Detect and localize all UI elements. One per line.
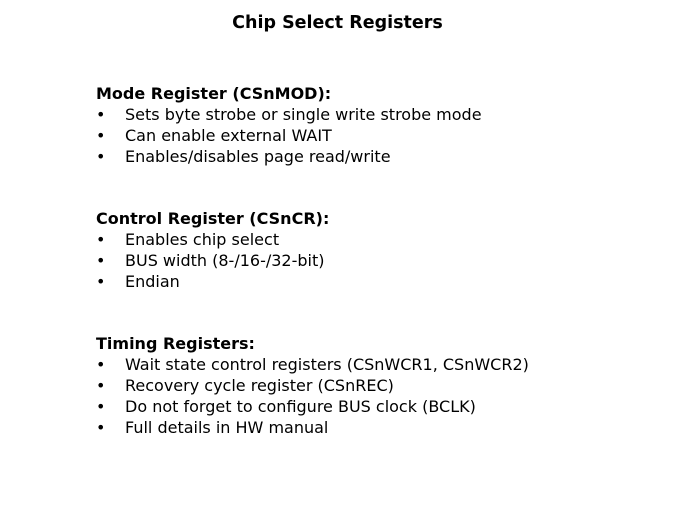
bullet-icon: • bbox=[96, 147, 106, 166]
bullet-item bbox=[96, 271, 656, 292]
bullet-text: Enables chip select bbox=[125, 230, 280, 249]
bullet-text: Do not forget to configure BUS clock (BCLK) bbox=[125, 397, 476, 416]
section-mode-register bbox=[96, 83, 656, 167]
bullet-item bbox=[96, 250, 656, 271]
bullet-text: Wait state control registers (CSnWCR1, CSnWCR2) bbox=[125, 355, 529, 374]
bullet-item bbox=[96, 229, 656, 250]
bullet-icon: • bbox=[96, 230, 106, 249]
bullet-item bbox=[96, 125, 656, 146]
bullet-text: Enables/disables page read/write bbox=[125, 147, 391, 166]
bullet-text: Endian bbox=[125, 272, 180, 291]
bullet-item bbox=[96, 354, 656, 375]
bullet-icon: • bbox=[96, 251, 106, 270]
bullet-icon: • bbox=[96, 397, 106, 416]
bullet-item bbox=[96, 146, 656, 167]
section-heading: Timing Registers: bbox=[96, 334, 255, 353]
bullet-text: Recovery cycle register (CSnREC) bbox=[125, 376, 394, 395]
bullet-text: Full details in HW manual bbox=[125, 418, 329, 437]
bullet-icon: • bbox=[96, 376, 106, 395]
section-timing-registers bbox=[96, 333, 656, 438]
section-control-register bbox=[96, 208, 656, 292]
bullet-text: Can enable external WAIT bbox=[125, 126, 332, 145]
bullet-item bbox=[96, 417, 656, 438]
bullet-icon: • bbox=[96, 105, 106, 124]
bullet-item bbox=[96, 375, 656, 396]
bullet-item bbox=[96, 396, 656, 417]
section-heading: Mode Register (CSnMOD): bbox=[96, 84, 332, 103]
bullet-text: BUS width (8-/16-/32-bit) bbox=[125, 251, 325, 270]
bullet-icon: • bbox=[96, 418, 106, 437]
slide-content bbox=[96, 83, 656, 438]
bullet-icon: • bbox=[96, 272, 106, 291]
bullet-icon: • bbox=[96, 355, 106, 374]
bullet-icon: • bbox=[96, 126, 106, 145]
section-heading: Control Register (CSnCR): bbox=[96, 209, 330, 228]
bullet-item bbox=[96, 104, 656, 125]
slide-title: Chip Select Registers bbox=[232, 13, 443, 33]
bullet-text: Sets byte strobe or single write strobe mode bbox=[125, 105, 482, 124]
